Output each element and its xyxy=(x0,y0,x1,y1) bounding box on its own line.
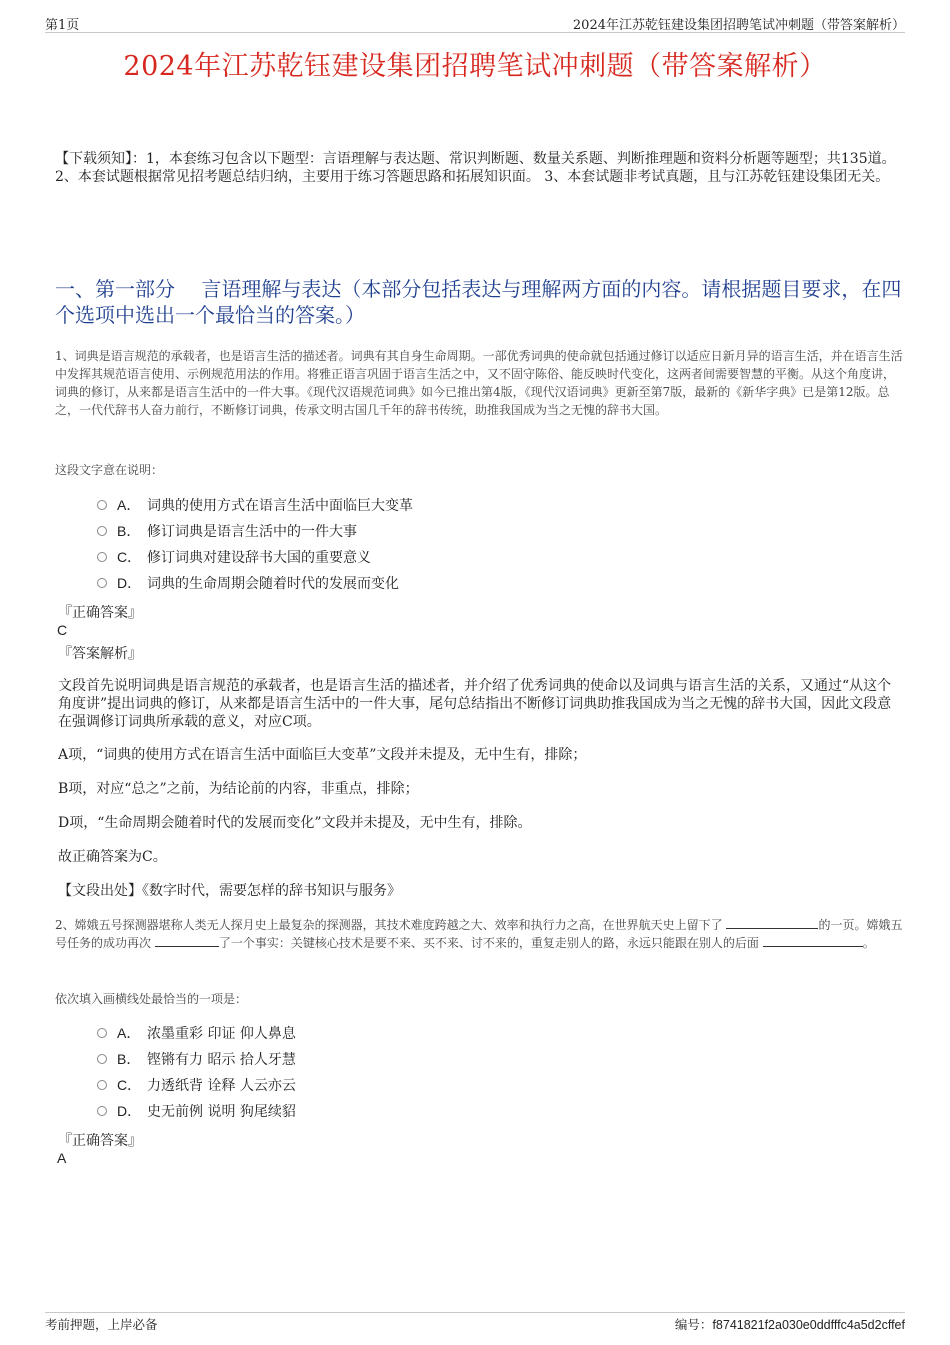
option-letter: D． xyxy=(117,1103,142,1119)
question-2-stem: 2、嫦娥五号探测器堪称人类无人探月史上最复杂的探测器，其技术难度跨越之大、效率和执行力之高，在世界航天史上留下了 的一页。嫦娥五号任务的成功再次 了一个事实：关键核心技术是要不来、买不来、讨不来的，重复走别人的路，永远只能跟在别人的后面 。 xyxy=(55,918,903,950)
question-1-option-b[interactable] xyxy=(97,520,357,542)
footer-slogan: 考前押题，上岸必备 xyxy=(45,1317,158,1332)
radio-icon[interactable] xyxy=(97,1028,107,1038)
question-1-answer: C xyxy=(57,622,68,638)
question-2-option-a[interactable] xyxy=(97,1022,296,1044)
question-2-option-d[interactable] xyxy=(97,1100,296,1122)
fill-blank-1[interactable] xyxy=(726,916,818,929)
option-letter: A． xyxy=(117,1025,141,1041)
option-text: 词典的使用方式在语言生活中面临巨大变革 xyxy=(147,498,413,514)
option-letter: C． xyxy=(117,549,142,565)
question-2-prompt: 依次填入画横线处最恰当的一项是： xyxy=(55,992,248,1006)
footer-code-value: f8741821f2a030e0ddfffc4a5d2cffef xyxy=(712,1318,905,1332)
question-1-analysis-label: 『答案解析』 xyxy=(58,646,142,662)
section-heading: 一、第一部分 言语理解与表达（本部分包括表达与理解两方面的内容。请根据题目要求，在四个选项中选出一个最恰当的答案。） xyxy=(55,277,902,327)
radio-icon[interactable] xyxy=(97,578,107,588)
option-letter: D． xyxy=(117,575,142,591)
question-1-option-c[interactable] xyxy=(97,546,371,568)
analysis-option-b: B项，对应“总之”之前，为结论前的内容，非重点，排除； xyxy=(58,781,419,797)
radio-icon[interactable] xyxy=(97,1106,107,1116)
footer-code-label: 编号： xyxy=(674,1317,713,1332)
option-text: 史无前例 说明 狗尾续貂 xyxy=(147,1104,296,1120)
radio-icon[interactable] xyxy=(97,1054,107,1064)
radio-icon[interactable] xyxy=(97,1080,107,1090)
header-divider xyxy=(45,32,905,33)
radio-icon[interactable] xyxy=(97,552,107,562)
option-text: 铿锵有力 昭示 拾人牙慧 xyxy=(147,1052,296,1068)
fill-blank-2[interactable] xyxy=(155,934,219,947)
option-text: 词典的生命周期会随着时代的发展而变化 xyxy=(147,576,399,592)
fill-blank-3[interactable] xyxy=(763,934,863,947)
question-2-option-b[interactable] xyxy=(97,1048,296,1070)
analysis-conclusion: 故正确答案为C。 xyxy=(58,849,167,865)
question-1-option-d[interactable] xyxy=(97,572,399,594)
option-letter: C． xyxy=(117,1077,142,1093)
question-1-answer-label: 『正确答案』 xyxy=(58,605,142,621)
question-2-option-c[interactable] xyxy=(97,1074,296,1096)
header-doc-title: 2024年江苏乾钰建设集团招聘笔试冲刺题（带答案解析） xyxy=(572,18,905,33)
option-text: 浓墨重彩 印证 仰人鼻息 xyxy=(147,1026,296,1042)
analysis-option-d: D项，“生命周期会随着时代的发展而变化”文段并未提及，无中生有，排除。 xyxy=(58,815,532,831)
header-page-label: 第1页 xyxy=(45,18,80,33)
document-title: 2024年江苏乾钰建设集团招聘笔试冲刺题（带答案解析） xyxy=(123,51,827,82)
option-letter: B． xyxy=(117,1051,141,1067)
option-letter: A． xyxy=(117,497,141,513)
radio-icon[interactable] xyxy=(97,500,107,510)
question-2-answer: A xyxy=(57,1150,67,1166)
question-1-stem: 1、词典是语言规范的承载者，也是语言生活的描述者。词典有其自身生命周期。一部优秀词典的使命就包括通过修订以适应日新月异的语言生活，并在语言生活中发挥其规范语言使用、示例规范用法的作用。将雅正语言巩固于语言生活之中，又不固守陈俗、能反映时代变化，这两者间需要智慧的平衡。从这个角度讲，词典的修订，从来都是语言生活中的一件大事。《现代汉语规范词典》如今已推出第4版，《现代汉语词典》更新至第7版，最新的《新华字典》已是第12版。总之，一代代辞书人奋力前行，不断修订词典，传承文明古国几千年的辞书传统，助推我国成为当之无愧的辞书大国。 xyxy=(55,349,903,417)
option-text: 力透纸背 诠释 人云亦云 xyxy=(147,1078,296,1094)
option-letter: B． xyxy=(117,523,141,539)
analysis-option-a: A项，“词典的使用方式在语言生活中面临巨大变革”文段并未提及，无中生有，排除； xyxy=(58,747,587,763)
footer-code xyxy=(675,1315,905,1333)
download-notice: 【下载须知】：1，本套练习包含以下题型：言语理解与表达题、常识判断题、数量关系题、判断推理题和资料分析题等题型；共135道。 2、本套试题根据常见招考题总结归纳，主要用于练习答题思路和拓展知识面。 3、本套试题非考试真题，且与江苏乾钰建设集团无关。 xyxy=(55,151,896,185)
question-1-option-a[interactable] xyxy=(97,494,413,516)
analysis-paragraph: 文段首先说明词典是语言规范的承载者，也是语言生活的描述者，并介绍了优秀词典的使命以及词典与语言生活的关系，又通过“从这个角度讲”提出词典的修订，从来都是语言生活中的一件大事，尾句总结指出不断修订词典助推我国成为当之无愧的辞书大国，因此文段意在强调修订词典所承载的意义，对应C项。 xyxy=(58,678,892,730)
analysis-source: 【文段出处】《数字时代，需要怎样的辞书知识与服务》 xyxy=(58,883,401,899)
question-2-answer-label: 『正确答案』 xyxy=(58,1133,142,1149)
radio-icon[interactable] xyxy=(97,526,107,536)
option-text: 修订词典是语言生活中的一件大事 xyxy=(147,524,357,540)
footer-divider xyxy=(45,1312,905,1313)
option-text: 修订词典对建设辞书大国的重要意义 xyxy=(147,550,371,566)
question-1-prompt: 这段文字意在说明： xyxy=(55,463,164,477)
